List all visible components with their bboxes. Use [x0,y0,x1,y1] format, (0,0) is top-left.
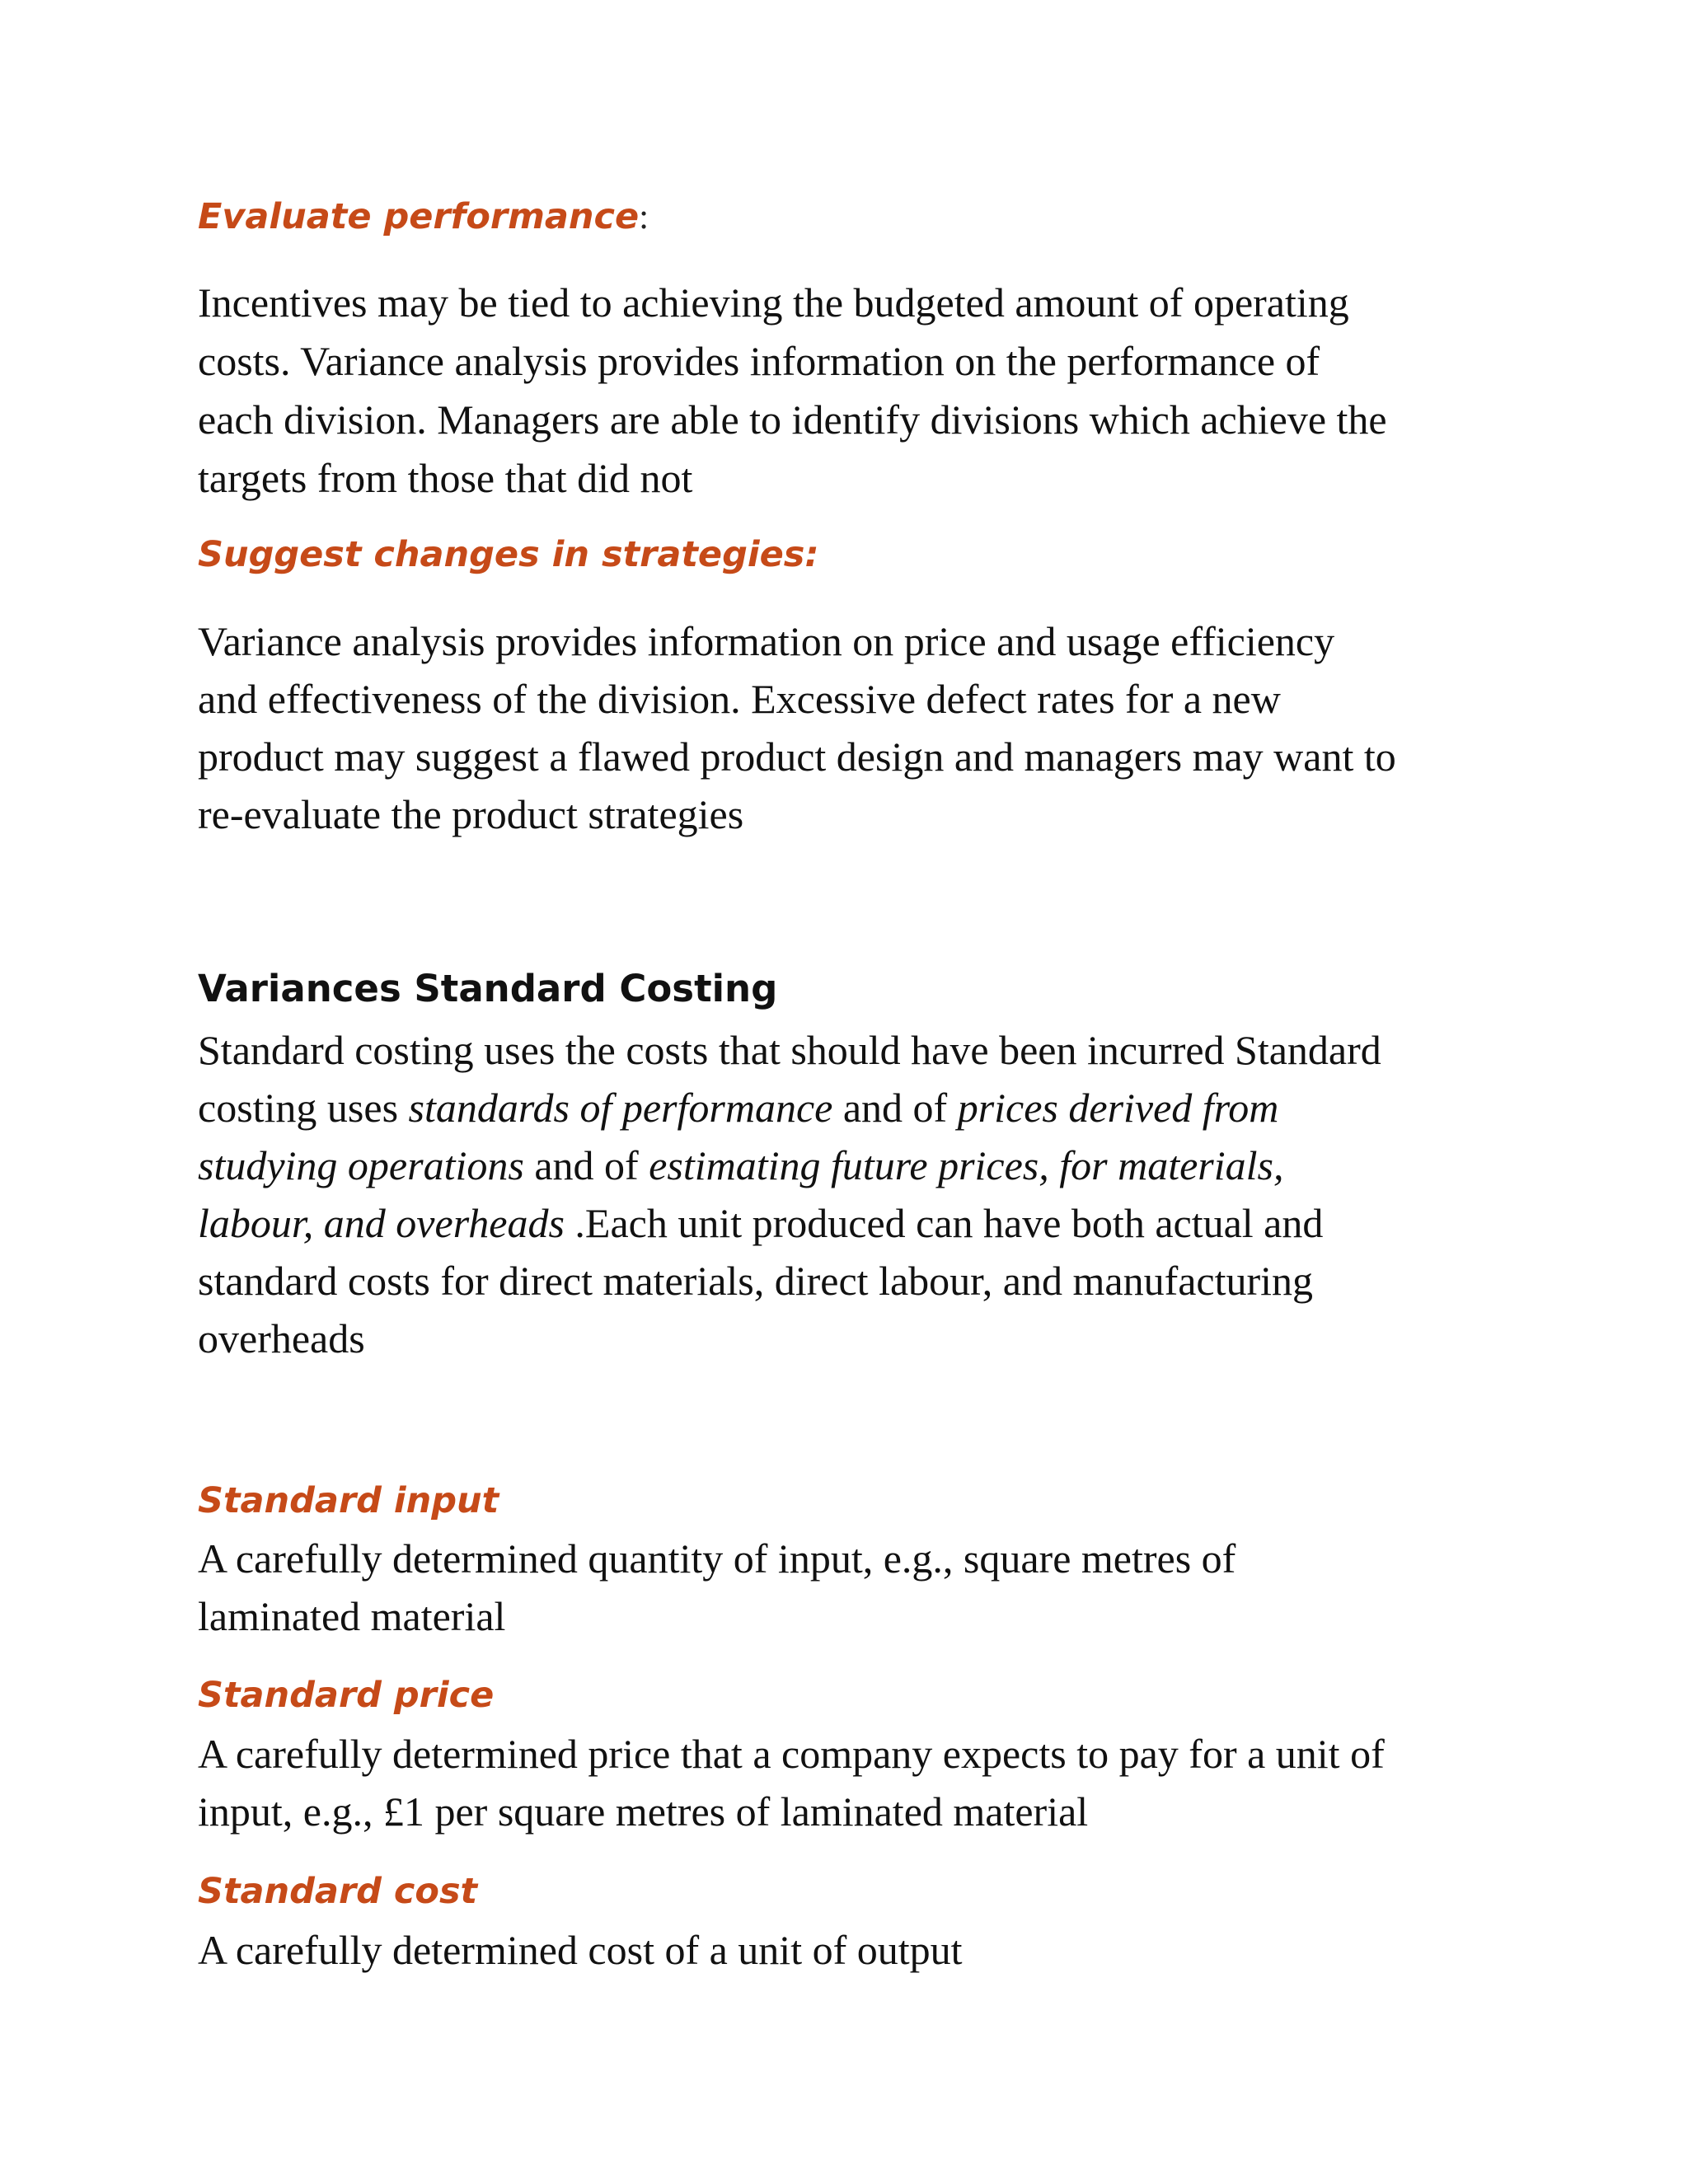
text-line: Variance analysis provides information on price and usage efficiency [198,618,1335,664]
text-line: A carefully determined cost of a unit of output [198,1927,963,1973]
text-line: costs. Variance analysis provides information on the performance of [198,338,1320,384]
paragraph-standard-price [198,1725,1517,1840]
text-run: .Each unit produced can have both actual and [564,1200,1324,1246]
text-line: A carefully determined quantity of input, e.g., square metres of [198,1535,1236,1582]
text-line [198,1079,1517,1137]
text-line [198,1137,1517,1194]
text-line [198,1194,1517,1252]
heading-variances-standard-costing: Variances Standard Costing [198,967,778,1010]
text-line: re-evaluate the product strategies [198,791,744,837]
italic-run: labour, and overheads [198,1200,565,1246]
italic-run: estimating future prices, for materials, [649,1142,1284,1188]
paragraph-suggest-changes [198,612,1517,843]
text-run: and of [523,1142,649,1188]
text-run: costing uses [198,1085,409,1131]
text-line: Incentives may be tied to achieving the budgeted amount of operating [198,279,1349,326]
italic-run: prices derived from [957,1085,1279,1131]
paragraph-standard-input [198,1530,1517,1645]
heading-standard-cost: Standard cost [198,1871,478,1912]
text-line: input, e.g., £1 per square metres of laminated material [198,1788,1089,1835]
text-line: overheads [198,1315,365,1361]
text-run: and of [832,1085,958,1131]
text-line: targets from those that did not [198,455,693,501]
heading-suggest-changes: Suggest changes in strategies: [198,534,819,575]
heading-evaluate-performance [198,196,649,237]
heading-standard-price: Standard price [198,1675,495,1716]
text-line: A carefully determined price that a company expects to pay for a unit of [198,1731,1385,1777]
heading-colon: : [639,198,649,237]
text-line: standard costs for direct materials, direct labour, and manufacturing [198,1258,1314,1304]
paragraph-evaluate-performance [198,274,1517,508]
heading-evaluate-performance-text: Evaluate performance [198,196,640,237]
paragraph-variances-standard-costing [198,1021,1517,1367]
text-line: each division. Managers are able to identify divisions which achieve the [198,396,1387,443]
text-line: and effectiveness of the division. Excessive defect rates for a new [198,676,1281,722]
paragraph-standard-cost [198,1921,1517,1979]
text-line: laminated material [198,1593,506,1639]
heading-standard-input: Standard input [198,1480,499,1521]
text-line: Standard costing uses the costs that should have been incurred Standard [198,1027,1381,1073]
italic-run: studying operations [198,1142,524,1188]
italic-run: standards of performance [408,1085,833,1131]
text-line: product may suggest a flawed product design and managers may want to [198,733,1396,780]
